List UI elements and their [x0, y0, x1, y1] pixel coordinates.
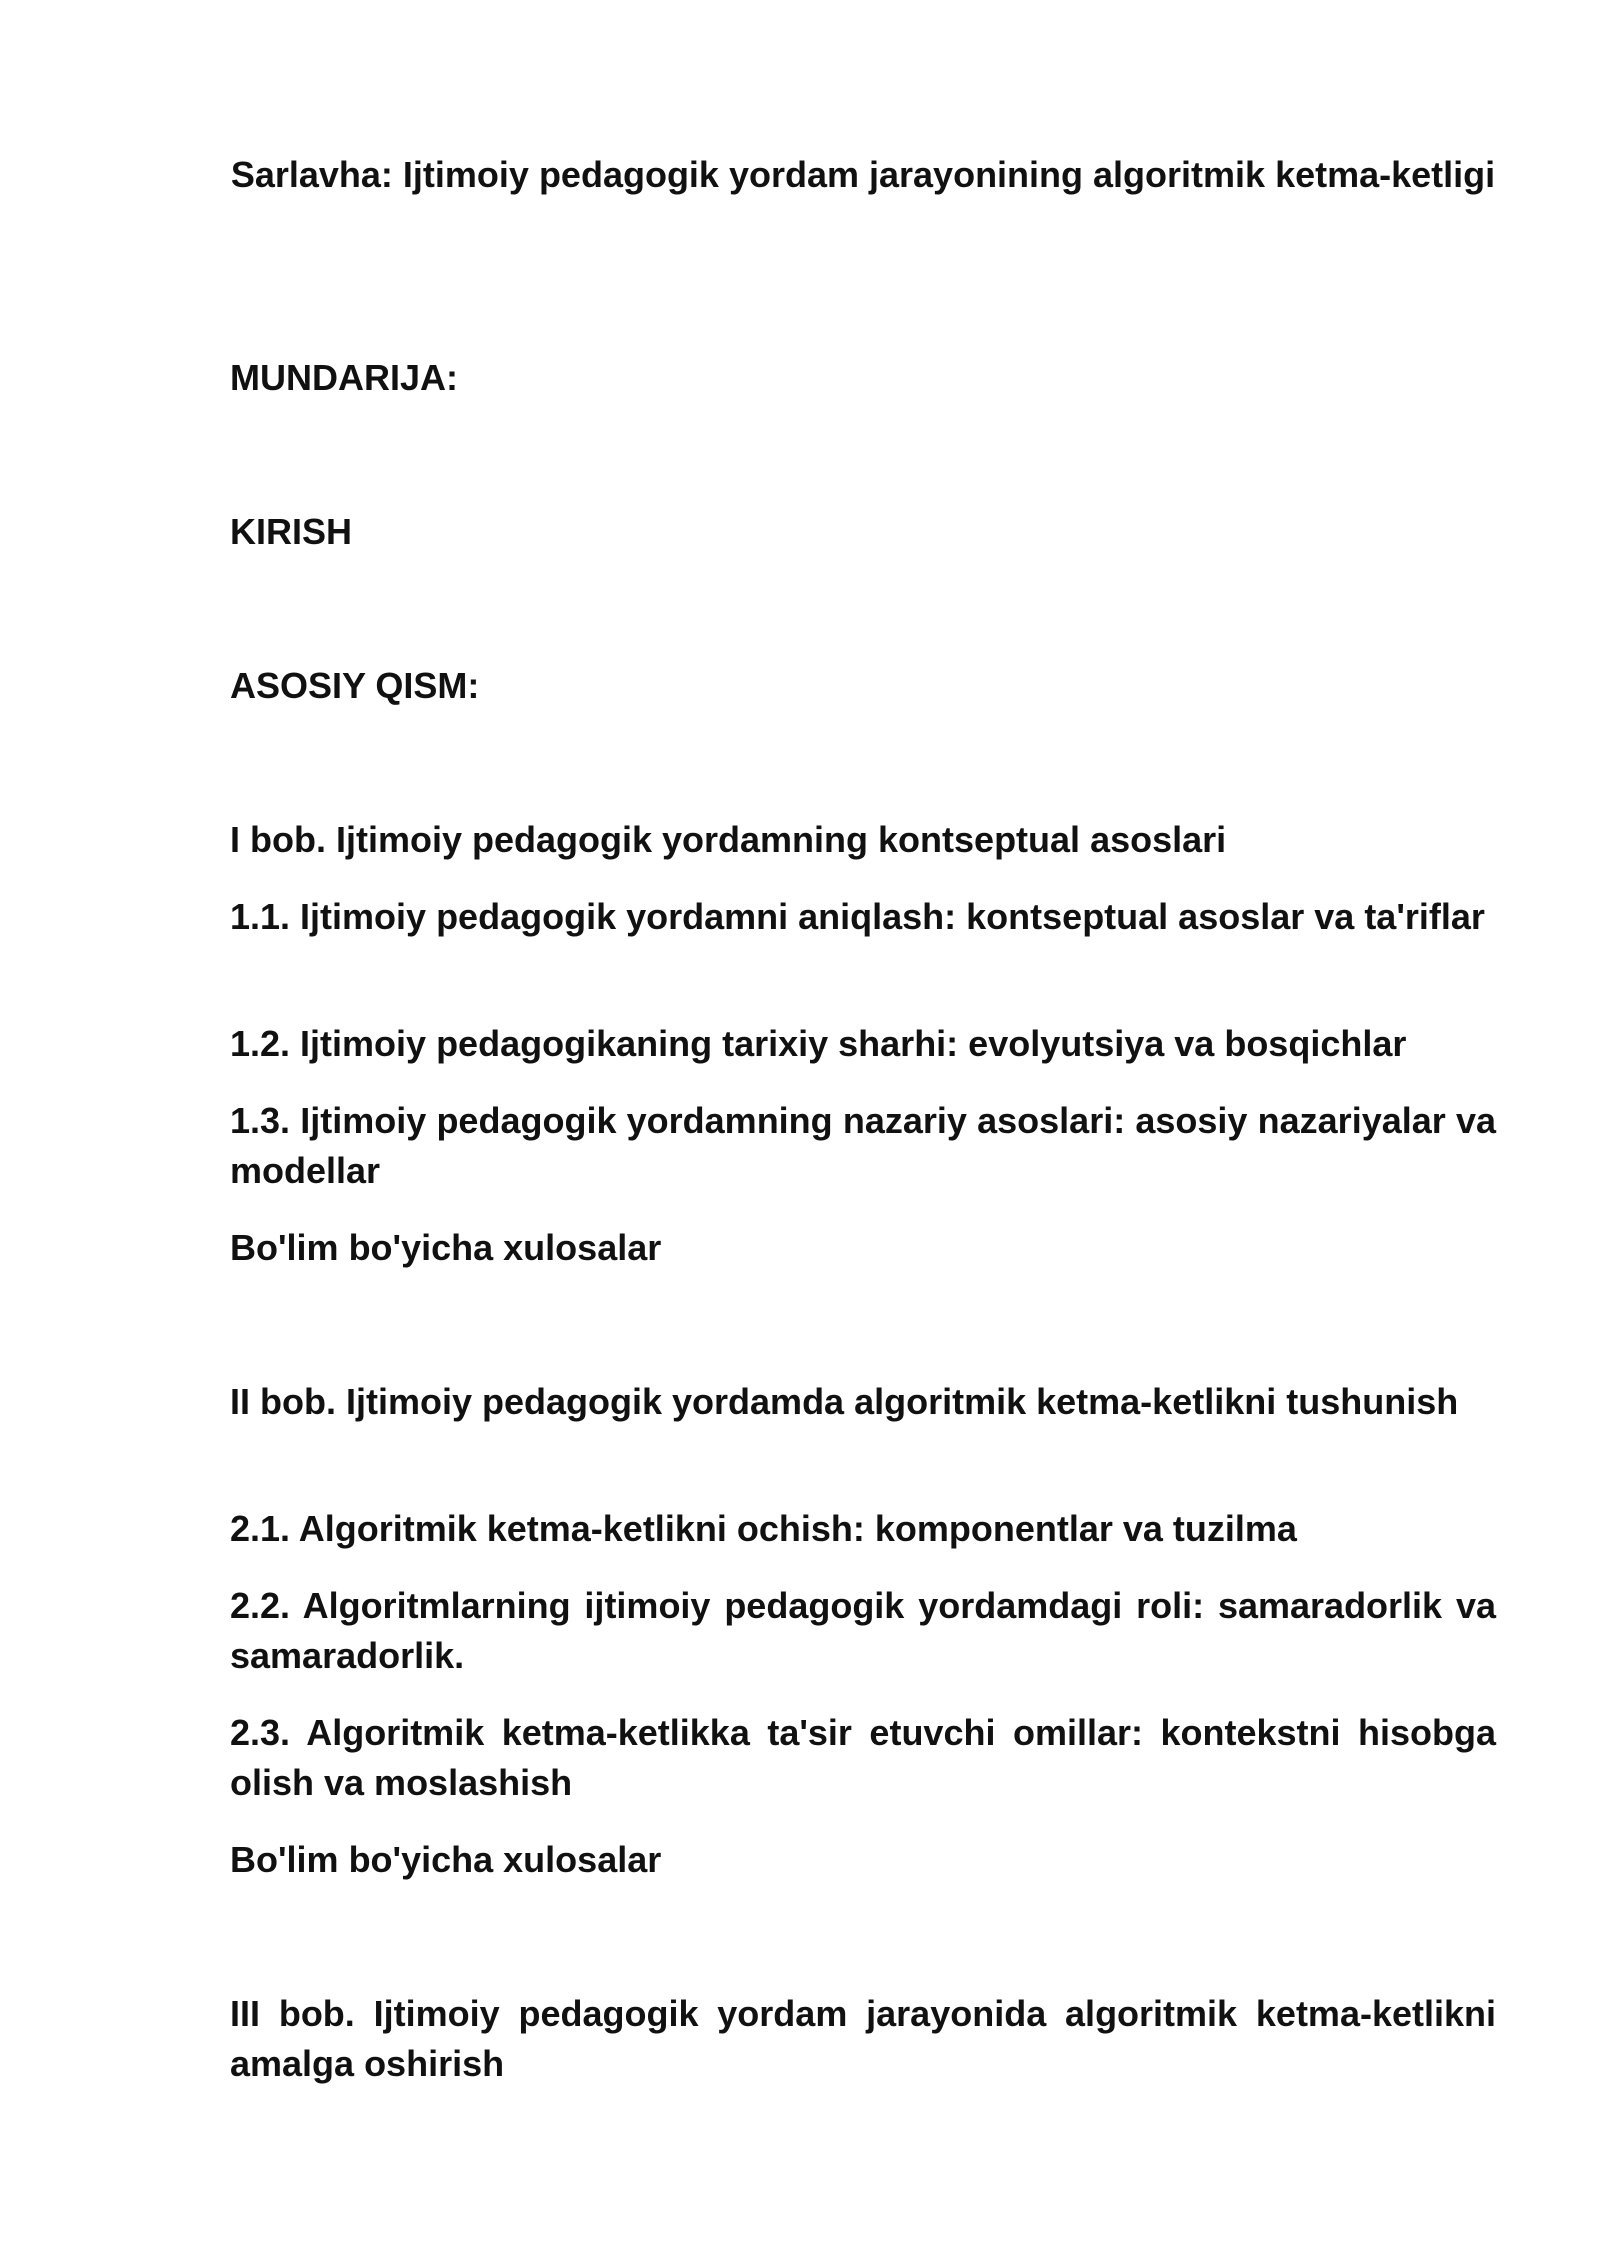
- section-1-1: 1.1. Ijtimoiy pedagogik yordamni aniqlash: kontseptual asoslar va ta'riflar: [230, 896, 1485, 937]
- section-2-2: 2.2. Algoritmlarning ijtimoiy pedagogik yordamdagi roli: samaradorlik va samaradorlik.: [230, 1585, 1496, 1676]
- section-2-1: 2.1. Algoritmik ketma-ketlikni ochish: komponentlar va tuzilma: [230, 1508, 1297, 1549]
- section-1-3: 1.3. Ijtimoiy pedagogik yordamning nazariy asoslari: asosiy nazariyalar va modellar: [230, 1100, 1496, 1191]
- chapter-2-title: II bob. Ijtimoiy pedagogik yordamda algoritmik ketma-ketlikni tushunish: [230, 1381, 1459, 1422]
- chapter-1-title: I bob. Ijtimoiy pedagogik yordamning kontseptual asoslari: [230, 819, 1227, 860]
- section-2-3: 2.3. Algoritmik ketma-ketlikka ta'sir etuvchi omillar: kontekstni hisobga olish va moslashish: [230, 1712, 1496, 1803]
- document-title: Sarlavha: Ijtimoiy pedagogik yordam jarayonining algoritmik ketma-ketligi: [230, 154, 1496, 195]
- contents-heading: MUNDARIJA:: [230, 357, 458, 398]
- introduction-heading: KIRISH: [230, 511, 353, 552]
- main-part-heading: ASOSIY QISM:: [230, 665, 480, 706]
- chapter-2-conclusion: Bo'lim bo'yicha xulosalar: [230, 1839, 662, 1880]
- chapter-3-title: III bob. Ijtimoiy pedagogik yordam jarayonida algoritmik ketma-ketlikni amalga oshirish: [230, 1993, 1496, 2084]
- chapter-1-conclusion: Bo'lim bo'yicha xulosalar: [230, 1227, 662, 1268]
- section-1-2: 1.2. Ijtimoiy pedagogikaning tarixiy sharhi: evolyutsiya va bosqichlar: [230, 1023, 1407, 1064]
